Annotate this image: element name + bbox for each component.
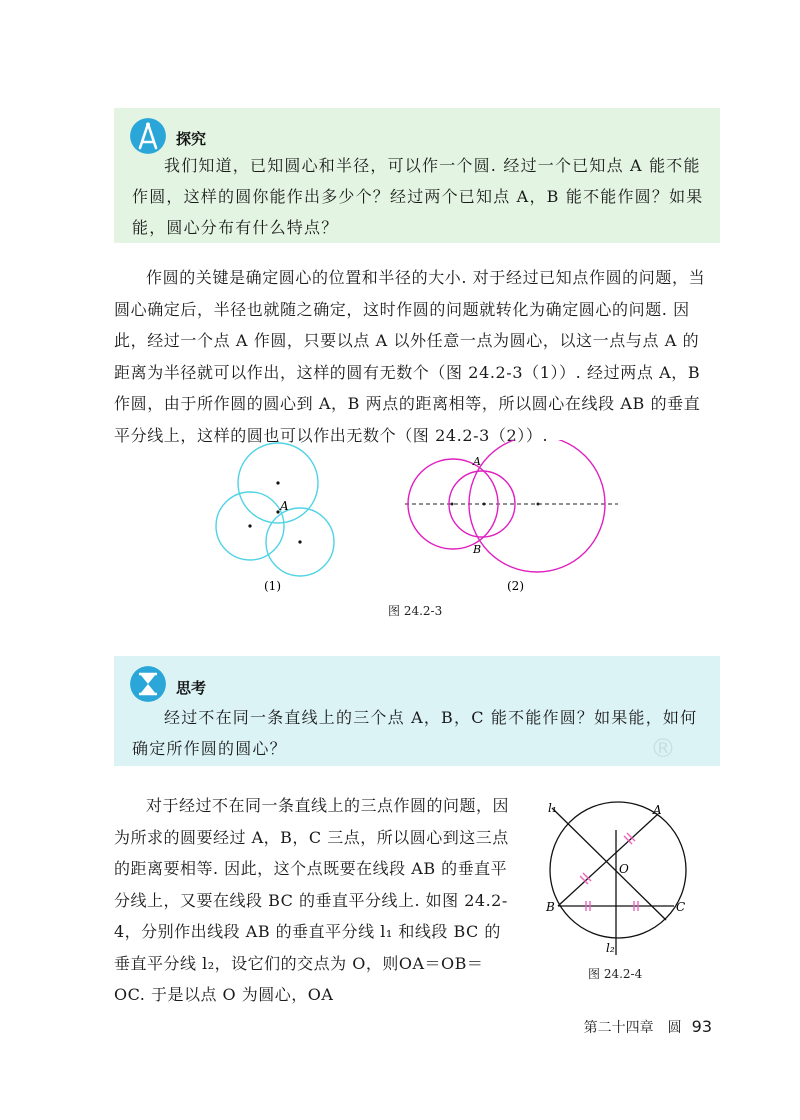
figure-caption-24-2-4: 图 24.2-4 — [588, 967, 643, 981]
chapter-title: 第二十四章 圆 — [583, 1020, 682, 1036]
paragraph-2: 对于经过不在同一条直线上的三点作圆的问题，因为所求的圆要经过 A，B，C 三点，所以圆心到这三点的距离要相等. 因此，这个点既要在线段 AB 的垂直平分线上，又要在线段 BC 的垂直平分线上. 如图 24.2-4，分别作出线段 AB 的垂直平分线 l₁ 和线段 BC 的垂直平分线 l₂，设它们的交点为 O，则OA＝OB＝OC. 于是以点 O 为圆心，OA — [114, 796, 510, 1004]
compass-icon — [130, 118, 166, 154]
page-footer — [584, 1017, 712, 1037]
fig2-circle-large — [469, 440, 605, 572]
label-l2: l₂ — [606, 941, 615, 955]
think-title: 思考 — [176, 679, 207, 697]
label-l1: l₁ — [548, 801, 557, 815]
fig1-label-a: A — [280, 499, 289, 513]
figure-24-2-4 — [538, 790, 708, 970]
hourglass-icon — [130, 666, 166, 702]
think-box — [114, 656, 720, 766]
figure-caption-24-2-3: 图 24.2-3 — [388, 604, 443, 618]
fig1-center-dot — [248, 524, 251, 527]
registered-watermark: ® — [650, 734, 676, 764]
fig2-label-b: B — [473, 543, 482, 556]
fig2-sub-label: (2) — [507, 579, 524, 593]
explore-box — [114, 108, 720, 243]
fig1-center-dot — [298, 540, 301, 543]
fig2-label-a: A — [473, 455, 481, 468]
explore-text: 我们知道，已知圆心和半径，可以作一个圆. 经过一个已知点 A 能不能作圆，这样的圆你能作出多少个？经过两个已知点 A，B 能不能作圆？如果能，圆心分布有什么特点？ — [132, 156, 704, 237]
fig1-center-dot — [276, 481, 279, 484]
paragraph-1: 作圆的关键是确定圆心的位置和半径的大小. 对于经过已知点作圆的问题，当圆心确定后，半径也就随之确定，这时作圆的问题就转化为确定圆心的问题. 因此，经过一个点 A 作圆，只要以点 A 以外任意一点为圆心，以这一点与点 A 的距离为半径就可以作出，这样的圆有无数个（图 24.2-3（1））. 经过两点 A，B 作圆，由于所作圆的圆心到 A，B 两点的距离相等，所以圆心在线段 AB 的垂直平分线上，这样的圆也可以作出无数个（图 24.2-3（2））. — [114, 268, 706, 445]
label-b: B — [546, 900, 555, 914]
circumcircle — [550, 802, 686, 938]
page-number: 93 — [691, 1017, 712, 1036]
label-c: C — [676, 900, 686, 914]
think-text: 经过不在同一条直线上的三个点 A，B，C 能不能作圆？如果能，如何确定所作圆的圆心？ — [132, 708, 698, 758]
fig1-sub-label: (1) — [264, 579, 281, 593]
label-a: A — [653, 803, 662, 817]
bisector-l1 — [552, 808, 666, 920]
label-o: O — [619, 862, 629, 876]
explore-title: 探究 — [176, 130, 207, 148]
